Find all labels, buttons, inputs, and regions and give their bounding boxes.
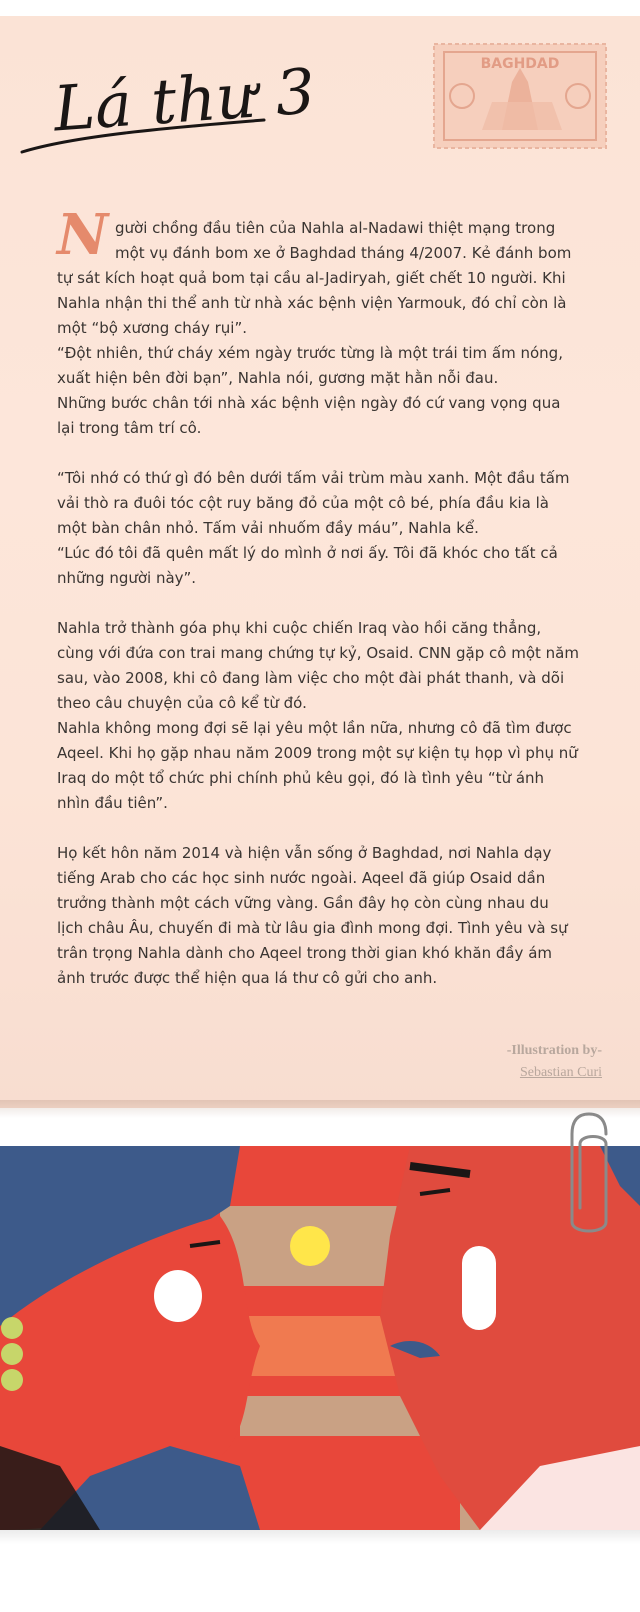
heading-title: Lá thư 3: [51, 54, 318, 146]
paragraph-4: Họ kết hôn năm 2014 và hiện vẫn sống ở Baghdad, nơi Nahla dạy tiếng Arab cho các học sinh nước ngoài. Aqeel đã giúp Osaid dần trưởng thành một cách vững vàng. Gần đây họ còn cùng nhau du lịch châu Âu, chuyến đi mà từ lâu gia đình mong đợi. Tình yêu và sự trân trọng Nahla dành cho Aqeel trong thời gian khó khăn đầy ám ảnh trước được thể hiện qua lá thư cô gửi cho anh.: [57, 844, 568, 987]
paragraph-2b: “Lúc đó tôi đã quên mất lý do mình ở nơi ấy. Tôi đã khóc cho tất cả những người này”.: [57, 544, 558, 587]
paper-shadow: [0, 1100, 640, 1118]
paragraph-1-quote: “Đột nhiên, thứ cháy xém ngày trước từng là một trái tim ấm nóng, xuất hiện bên đời bạn”, Nahla nói, gương mặt hằn nỗi đau.: [57, 344, 563, 387]
bottom-shadow: [0, 1530, 640, 1544]
credit-label: -Illustration by-: [506, 1043, 602, 1058]
paragraph-1: [57, 202, 579, 341]
illustration-credit: [507, 1040, 602, 1084]
sun-shape: [290, 1226, 330, 1266]
drop-cap: [55, 202, 113, 268]
couple-illustration: [0, 1146, 640, 1530]
stamp-text: BAGHDAD: [480, 56, 560, 72]
letter-body: [57, 202, 579, 991]
credit-artist-link[interactable]: Sebastian Curi: [519, 1065, 602, 1080]
paragraph-2a: “Tôi nhớ có thứ gì đó bên dưới tấm vải trùm màu xanh. Một đầu tấm vải thò ra đuôi tóc cột ruy băng đỏ của một cô bé, phía đầu kia là một bàn chân nhỏ. Tấm vải nhuốm đầy máu”, Nahla kể.: [57, 469, 570, 537]
svg-text:N: N: [57, 202, 109, 268]
paragraph-1-end: Những bước chân tới nhà xác bệnh viện ngày đó cứ vang vọng qua lại trong tâm trí cô.: [57, 394, 561, 437]
paragraph-1-text: gười chồng đầu tiên của Nahla al-Nadawi thiệt mạng trong một vụ đánh bom xe ở Baghdad tháng 4/2007. Kẻ đánh bom tự sát kích hoạt quả bom tại cầu al-Jadiryah, giết chết 10 người. Khi Nahla nhận thi thể anh từ nhà xác bệnh viện Yarmouk, đó chỉ còn là một “bộ xương cháy rụi”.: [57, 219, 572, 337]
woman-cheek: [154, 1270, 202, 1322]
baghdad-stamp: [432, 42, 608, 150]
paragraph-3b: Nahla không mong đợi sẽ lại yêu một lần nữa, nhưng cô đã tìm được Aqeel. Khi họ gặp nhau năm 2009 trong một sự kiện tụ họp vì phụ nữ Iraq do một tổ chức phi chính phủ kêu gọi, đó là tình yêu “từ ánh nhìn đầu tiên”.: [57, 719, 578, 812]
paragraph-3a: Nahla trở thành góa phụ khi cuộc chiến Iraq vào hồi căng thẳng, cùng với đứa con trai mang chứng tự kỷ, Osaid. CNN gặp cô một năm sau, vào 2008, khi cô đang làm việc cho một đài phát thanh, và dõi theo câu chuyện của cô kể từ đó.: [57, 619, 579, 712]
letter-heading: [14, 40, 318, 170]
paper-clip-icon: [566, 1104, 612, 1244]
man-cheek: [462, 1246, 496, 1330]
